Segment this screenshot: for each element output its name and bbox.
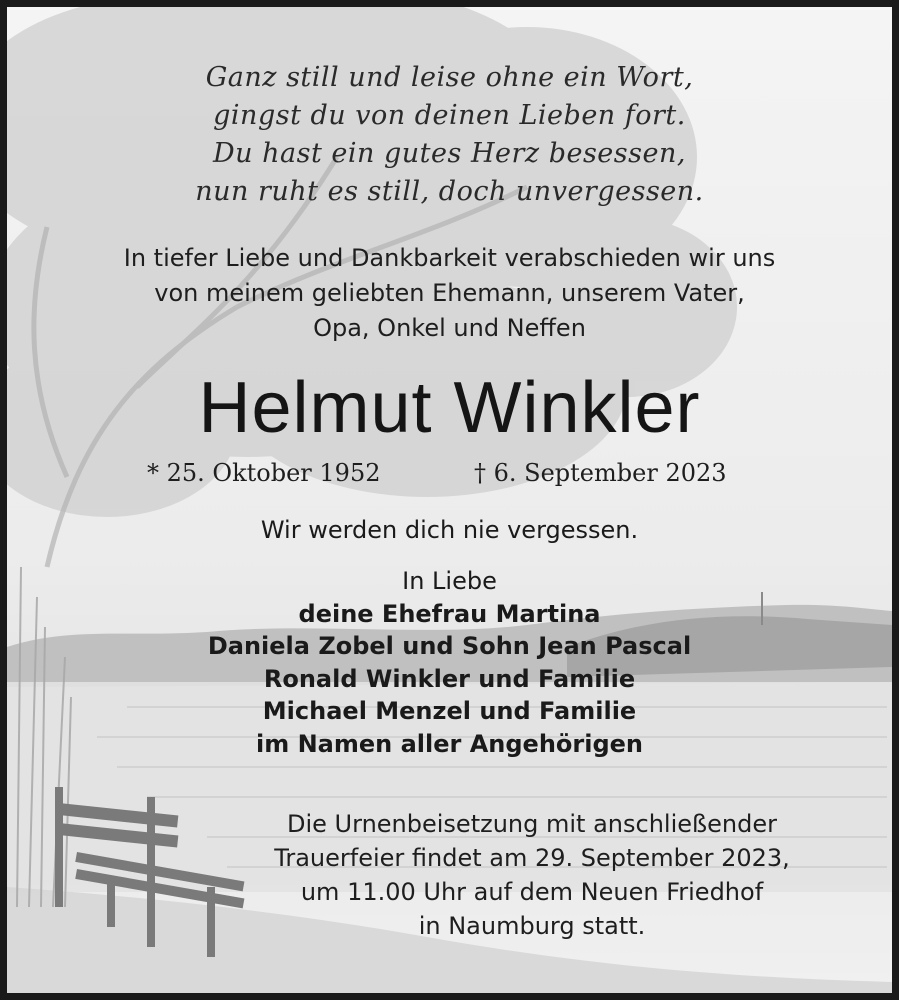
mourners-list <box>7 565 892 760</box>
life-dates <box>7 459 892 495</box>
memorial-poem <box>7 59 892 211</box>
service-details <box>222 807 842 943</box>
intro-line: In tiefer Liebe und Dankbarkeit verabschieden wir uns <box>123 244 776 272</box>
poem-line: Ganz still und leise ohne ein Wort, <box>205 62 694 93</box>
service-line: Die Urnenbeisetzung mit anschließender <box>287 810 777 838</box>
intro-line: Opa, Onkel und Neffen <box>313 314 586 342</box>
intro-text <box>7 241 892 346</box>
deceased-name: Helmut Winkler <box>198 368 701 448</box>
service-line: Trauerfeier findet am 29. September 2023, <box>274 844 790 872</box>
intro-line: von meinem geliebten Ehemann, unserem Vater, <box>154 279 745 307</box>
poem-line: gingst du von deinen Lieben fort. <box>213 100 686 131</box>
poem-line: Du hast ein gutes Herz besessen, <box>213 138 686 169</box>
remembrance-line: Wir werden dich nie vergessen. <box>260 516 639 544</box>
mourner-name: im Namen aller Angehörigen <box>255 729 643 758</box>
mourner-name: Michael Menzel und Familie <box>262 697 637 725</box>
mourner-name: Daniela Zobel und Sohn Jean Pascal <box>207 632 692 660</box>
mourner-name: Ronald Winkler und Familie <box>263 664 636 693</box>
mourners-lead: In Liebe <box>402 567 497 595</box>
mourner-name: deine Ehefrau Martina <box>298 599 601 628</box>
poem-line: nun ruht es still, doch unvergessen. <box>195 176 704 207</box>
death-date: † 6. September 2023 <box>474 459 727 487</box>
service-line: um 11.00 Uhr auf dem Neuen Friedhof <box>300 878 764 906</box>
birth-date: * 25. Oktober 1952 <box>147 459 381 487</box>
service-line: in Naumburg statt. <box>418 912 646 940</box>
